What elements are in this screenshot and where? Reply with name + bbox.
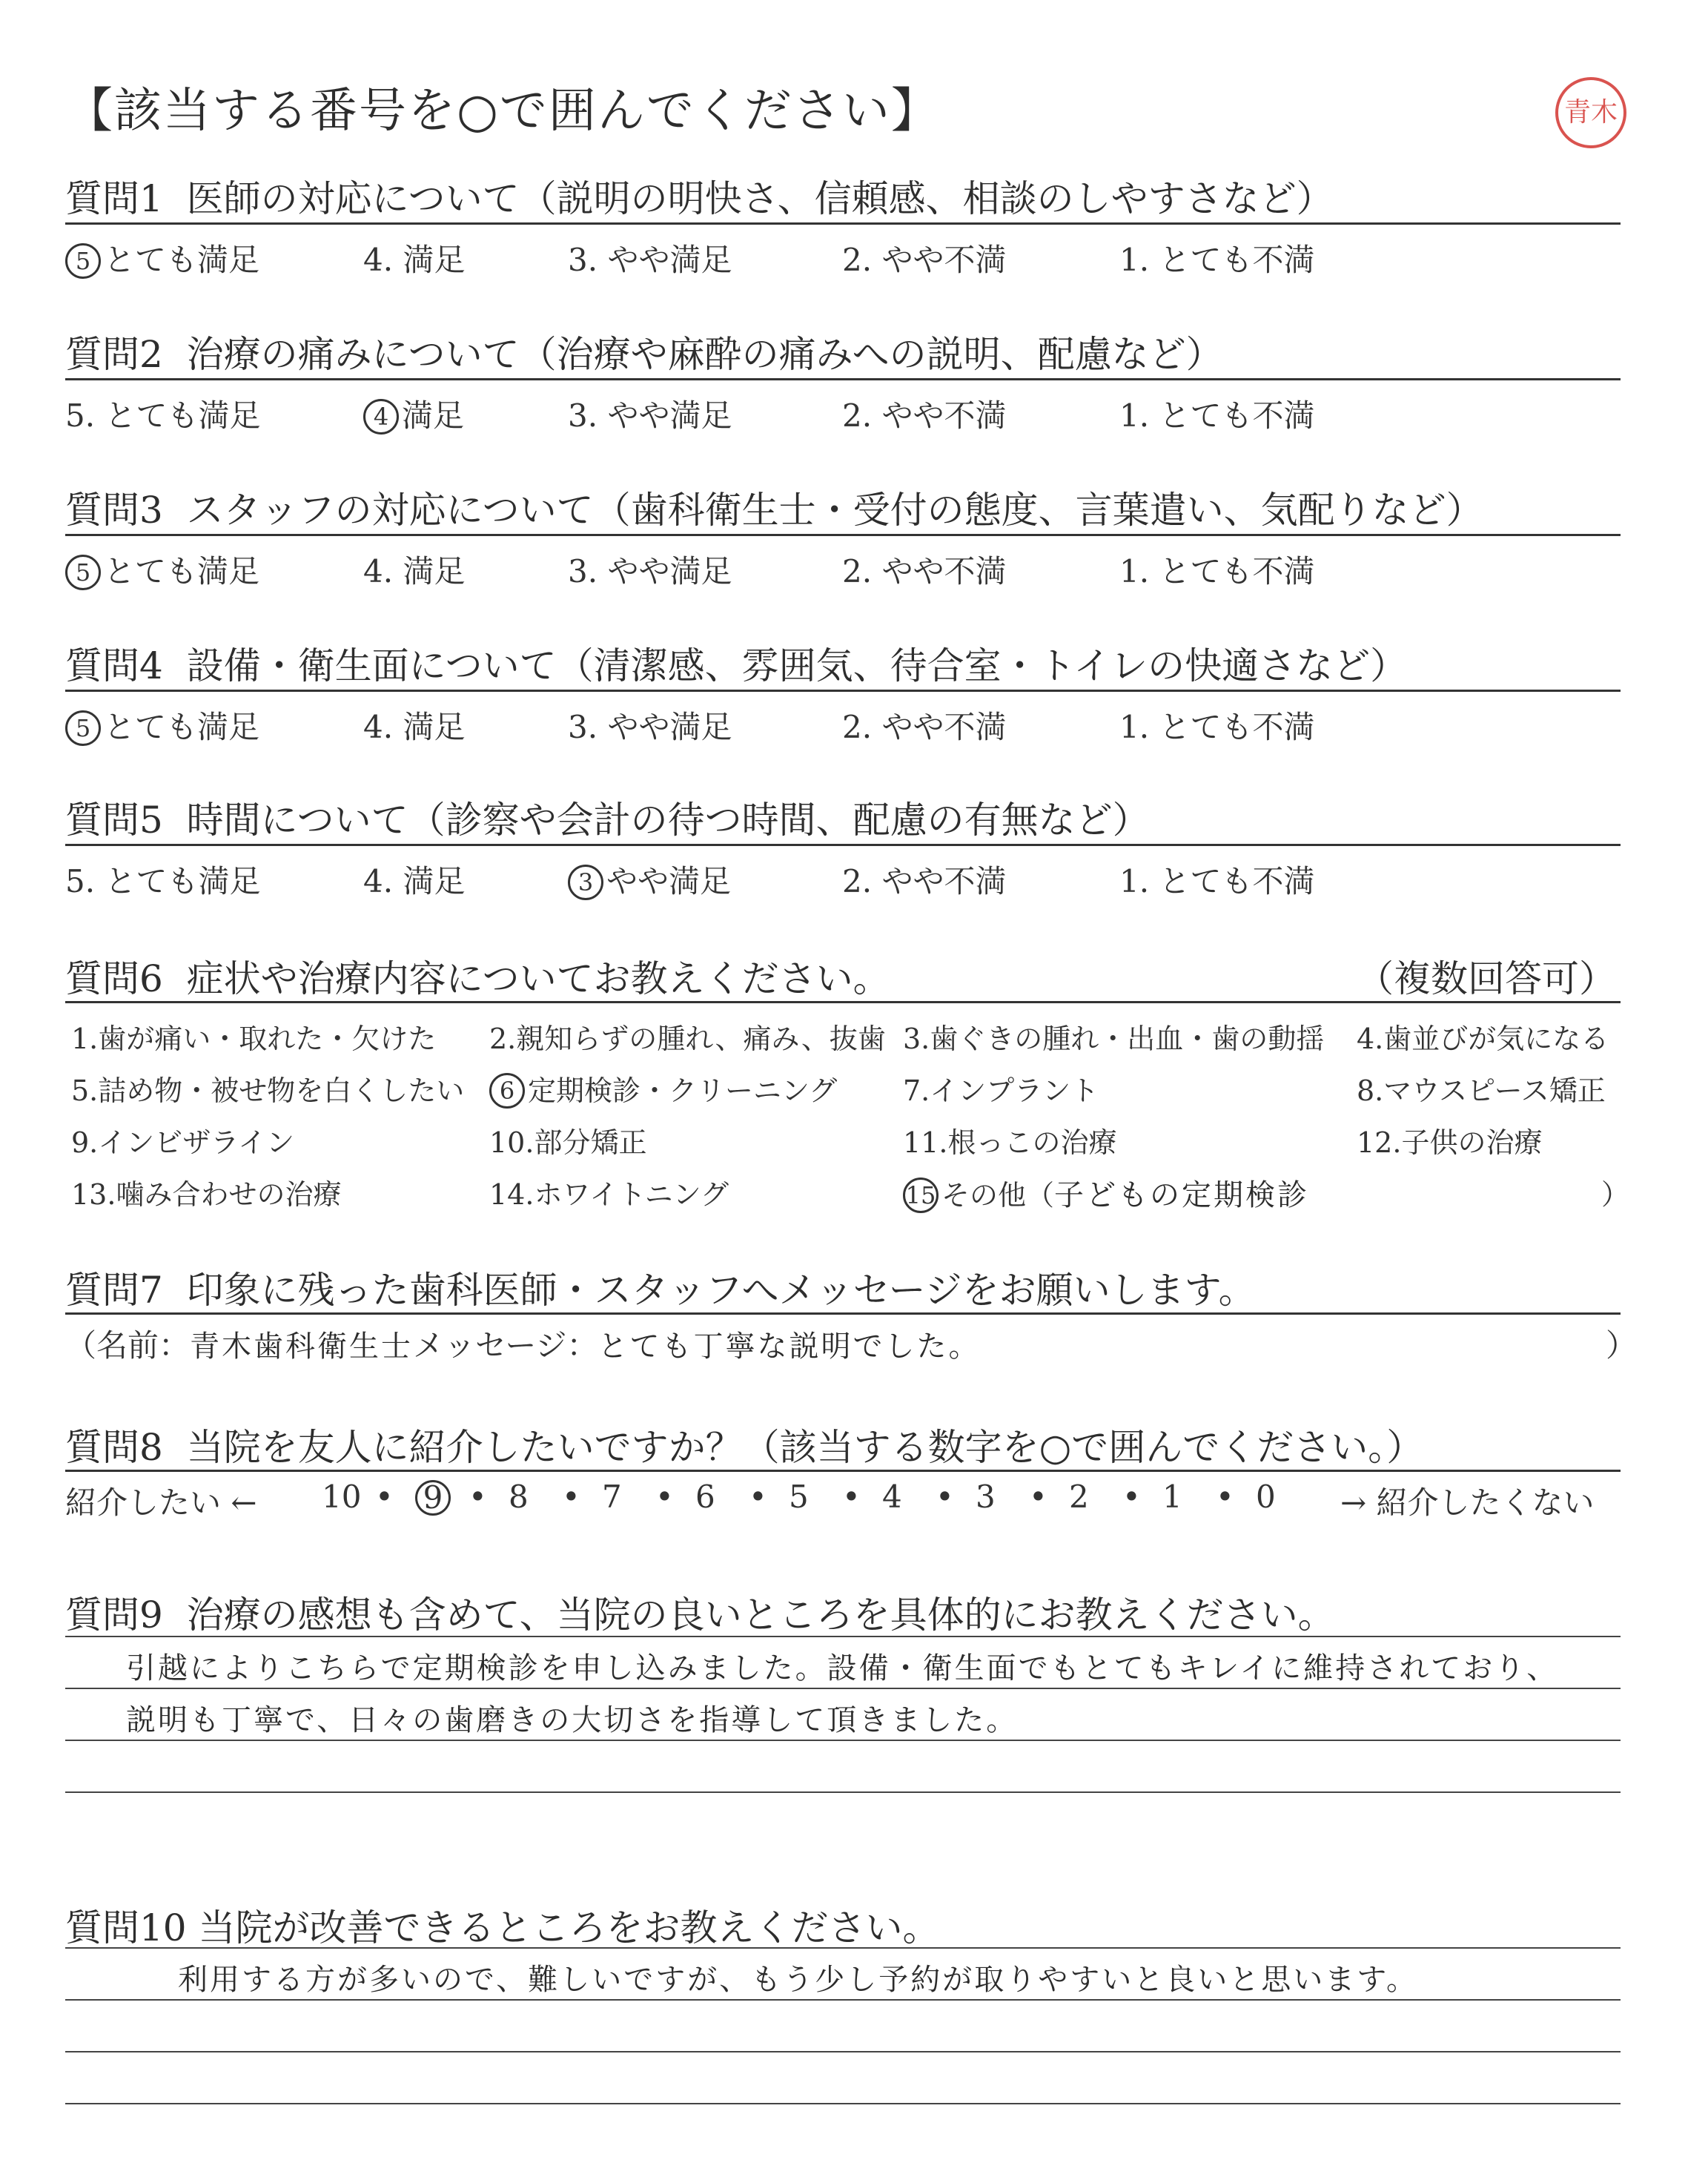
option-label: やや不満 [881,709,1007,745]
q7-answer [65,1321,981,1366]
item-number: 10. [489,1126,534,1159]
question-label: 質問2 [65,333,163,376]
scale-dot: • [655,1479,674,1515]
q7-text: 印象に残った歯科医師・スタッフへメッセージをお願いします。 [186,1269,1256,1312]
q6-item [489,1172,729,1212]
option-number: 4 [363,242,383,278]
scale-number: 7 [602,1479,622,1515]
option-label: やや不満 [881,397,1007,434]
option-label: やや満足 [607,553,732,589]
scale-dot: • [1029,1479,1047,1515]
q7-heading [65,1261,1256,1314]
scale-dot: • [936,1479,954,1515]
question-text: 治療の痛みについて（治療や麻酔の痛みへの説明、配慮など） [186,333,1223,376]
item-label: 詰め物・被せ物を白くしたい [98,1074,465,1107]
rating-option: 4. 満足 [363,709,466,745]
question-text: 時間について（診察や会計の待つ時間、配慮の有無など） [186,799,1150,842]
item-label: ホワイトニング [534,1178,729,1211]
q6-item [1357,1120,1542,1160]
q8-text: 当院を友人に紹介したいですか？（該当する数字を○で囲んでください。） [186,1426,1424,1469]
rating-option: 1. とても不満 [1119,553,1315,589]
question-label: 質問4 [65,644,163,687]
scale-number: 6 [695,1479,715,1515]
option-number: 5 [65,397,85,434]
item-label: 親知らずの腫れ、痛み、抜歯 [516,1023,886,1055]
scale-number: 3 [976,1479,996,1515]
scale-number: 4 [882,1479,902,1515]
scale-number: 8 [509,1479,529,1515]
option-label: やや不満 [881,242,1007,278]
q9-label: 質問9 [65,1593,163,1636]
handwritten-text: 説明も丁寧で、日々の歯磨きの大切さを指導して頂きました。 [126,1703,1019,1737]
item-number: 14. [489,1178,534,1211]
q6-item [1357,1016,1609,1057]
option-label: とても不満 [1159,553,1315,589]
option-number: 3 [568,553,588,589]
rating-option [65,703,259,747]
rating-option: 1. とても不満 [1119,242,1315,278]
q6-item [71,1120,294,1160]
item-number: 13. [71,1178,116,1211]
q6-item [71,1068,464,1109]
scale-dot: • [842,1479,861,1515]
item-number: 12. [1357,1126,1402,1159]
item-number: 5. [71,1074,99,1107]
option-label: とても不満 [1159,397,1315,434]
option-label: とても満足 [104,553,260,589]
item-number: 2. [489,1023,517,1055]
option-label: とても満足 [104,242,260,278]
item-label: 歯が痛い・取れた・欠けた [98,1023,437,1055]
q7-name: 青木歯科衛生士 [190,1330,414,1364]
rating-option: 2. やや不満 [842,553,1007,589]
option-label: 満足 [402,397,465,434]
q6-item [903,1172,1309,1214]
handwritten-text: 利用する方が多いので、難しいですが、もう少し予約が取りやすいと良いと思います。 [178,1963,1418,1997]
option-number: 1 [1119,242,1139,278]
question-heading [65,790,1150,844]
q6-rule [65,1001,1621,1003]
scale-dot: • [375,1479,394,1515]
answer-line [65,1791,1621,1793]
rating-option: 2. やや不満 [842,242,1007,278]
item-number: 11. [903,1126,948,1159]
rating-option: 1. とても不満 [1119,397,1315,434]
rating-option: 4. 満足 [363,242,466,278]
answer-line [65,1688,1621,1689]
option-label: やや不満 [881,863,1007,899]
q9-text: 治療の感想も含めて、当院の良いところを具体的にお教えください。 [186,1593,1335,1636]
item-label: マウスピース矯正 [1383,1074,1606,1107]
selected-number-circle: 6 [489,1073,525,1109]
option-label: やや満足 [607,242,732,278]
option-number: 3 [568,397,588,434]
rating-option: 2. やや不満 [842,709,1007,745]
q6-item [903,1120,1116,1160]
scale-number: 1 [1162,1479,1182,1515]
q7-message: とても丁寧な説明でした。 [598,1330,981,1364]
question-heading [65,480,1483,534]
option-number: 3 [568,242,588,278]
option-label: 満足 [403,553,466,589]
rating-option: 3. やや満足 [568,553,732,589]
option-number: 2 [842,242,862,278]
question-text: 医師の対応について（説明の明快さ、信頼感、相談のしやすさなど） [186,177,1334,220]
scale-dot: • [1216,1479,1234,1515]
question-rule [65,534,1621,536]
q7-label: 質問7 [65,1269,163,1312]
option-number: 2 [842,863,862,899]
question-text: スタッフの対応について（歯科衛生士・受付の態度、言葉遣い、気配りなど） [186,489,1483,532]
option-label: やや満足 [607,709,732,745]
selected-number-circle: 4 [363,399,399,435]
q10-label: 質問10 [65,1906,187,1949]
option-number: 2 [842,709,862,745]
q7-rule [65,1312,1621,1315]
scale-dot: • [749,1479,767,1515]
item-label: 子供の治療 [1401,1126,1543,1159]
item-number: 4. [1357,1023,1384,1055]
answer-line [65,1636,1621,1637]
option-label: とても不満 [1159,709,1315,745]
question-text: 設備・衛生面について（清潔感、雰囲気、待合室・トイレの快適さなど） [186,644,1408,687]
scale-number: 0 [1256,1479,1276,1515]
option-number: 3 [568,709,588,745]
q6-item [489,1068,837,1109]
option-label: とても満足 [105,863,261,899]
rating-option: 1. とても不満 [1119,709,1315,745]
q10-heading [65,1898,940,1952]
item-number: 1. [71,1023,99,1055]
form-title: 【該当する番号を○で囲んでください】 [65,84,940,139]
option-label: とても不満 [1159,863,1315,899]
q6-close-paren: ） [1601,1178,1630,1211]
scale-dot: • [562,1479,580,1515]
item-label: 歯並びが気になる [1383,1023,1609,1055]
q6-item [903,1068,1099,1109]
answer-line [65,2103,1621,2104]
question-label: 質問5 [65,799,163,842]
rating-option: 5. とても満足 [65,397,261,434]
scale-number: 5 [789,1479,809,1515]
answer-line [65,1947,1621,1949]
question-label: 質問1 [65,177,163,220]
option-label: とても満足 [105,397,261,434]
selected-number-circle: 15 [903,1178,939,1213]
option-label: 満足 [403,242,466,278]
rating-option: 1. とても不満 [1119,863,1315,899]
q6-item [1357,1068,1606,1109]
selected-number-circle: 5 [65,555,101,590]
item-label: 歯ぐきの腫れ・出血・歯の動揺 [930,1023,1325,1055]
option-label: 満足 [403,709,466,745]
question-heading [65,325,1223,378]
q6-item [489,1120,646,1160]
question-rule [65,222,1621,225]
option-label: 満足 [403,863,466,899]
option-number: 1 [1119,709,1139,745]
rating-option: 3. やや満足 [568,242,732,278]
q6-text: 症状や治療内容についてお教えください。 [186,957,890,1000]
item-number: 9. [71,1126,99,1159]
option-number: 4 [363,709,383,745]
rating-option: 3. やや満足 [568,397,732,434]
seal-stamp: 青木 [1555,77,1626,148]
scale-dot: • [1122,1479,1141,1515]
scale-dot: • [469,1479,487,1515]
q8-label: 質問8 [65,1426,163,1469]
answer-line [65,1999,1621,2001]
scale-number: 2 [1069,1479,1089,1515]
option-label: やや不満 [881,553,1007,589]
question-rule [65,690,1621,692]
question-heading [65,169,1334,222]
question-rule [65,378,1621,380]
item-label: 根っこの治療 [947,1126,1117,1159]
q6-item [71,1172,341,1212]
item-label: 部分矯正 [534,1126,647,1159]
q7-message-label: メッセージ： [413,1327,598,1364]
option-number: 4 [363,553,383,589]
item-number: 8. [1357,1074,1384,1107]
q6-other-text: 子どもの定期検診 [1054,1178,1310,1212]
item-number: 7. [903,1074,930,1107]
item-label: 噛み合わせの治療 [116,1178,342,1211]
rating-option: 3. やや満足 [568,709,732,745]
selected-number-circle: 5 [65,710,101,746]
option-label: やや満足 [606,863,732,899]
q7-close-paren: ） [1606,1327,1638,1364]
q8-right-label: → 紹介したくない [1340,1484,1595,1521]
answer-line [65,1740,1621,1741]
option-number: 2 [842,553,862,589]
q6-heading [65,949,890,1003]
answer-line [65,2051,1621,2052]
q6-item [903,1016,1324,1057]
rating-option [65,236,259,280]
rating-option: 2. やや不満 [842,397,1007,434]
rating-option: 2. やや不満 [842,863,1007,899]
item-label: インプラント [930,1074,1099,1107]
item-label: その他（ [941,1179,1055,1212]
rating-option: 5. とても満足 [65,863,261,899]
q8-rule [65,1470,1621,1472]
option-label: とても満足 [104,709,260,745]
question-label: 質問3 [65,489,163,532]
rating-option: 4. 満足 [363,553,466,589]
rating-option [363,392,464,436]
item-number: 3. [903,1023,930,1055]
selected-number-circle: 9 [415,1480,451,1516]
q10-text: 当院が改善できるところをお教えください。 [198,1906,940,1949]
item-label: インビザライン [98,1126,295,1159]
option-number: 4 [363,863,383,899]
handwritten-text: 引越によりこちらで定期検診を申し込みました。設備・衛生面でもとてもキレイに維持されており、 [126,1651,1559,1685]
q6-item [489,1016,886,1057]
option-number: 1 [1119,397,1139,434]
q8-left-label: 紹介したい ← [65,1484,257,1521]
rating-option [568,857,731,902]
option-label: やや満足 [607,397,732,434]
item-label: 定期検診・クリーニング [528,1074,838,1107]
option-number: 5 [65,863,85,899]
q6-note: （複数回答可） [1357,957,1616,1000]
scale-number: 10 [322,1479,362,1515]
q6-label: 質問6 [65,957,163,1000]
question-rule [65,844,1621,846]
q6-item [71,1016,436,1057]
rating-option: 4. 満足 [363,863,466,899]
option-number: 1 [1119,553,1139,589]
rating-option [65,547,259,592]
option-number: 1 [1119,863,1139,899]
q8-heading [65,1418,1423,1471]
option-number: 2 [842,397,862,434]
question-heading [65,636,1407,690]
selected-number-circle: 5 [65,243,101,279]
selected-number-circle: 3 [568,865,603,900]
q7-prefix: （名前： [65,1327,191,1364]
option-label: とても不満 [1159,242,1315,278]
q9-heading [65,1585,1335,1639]
